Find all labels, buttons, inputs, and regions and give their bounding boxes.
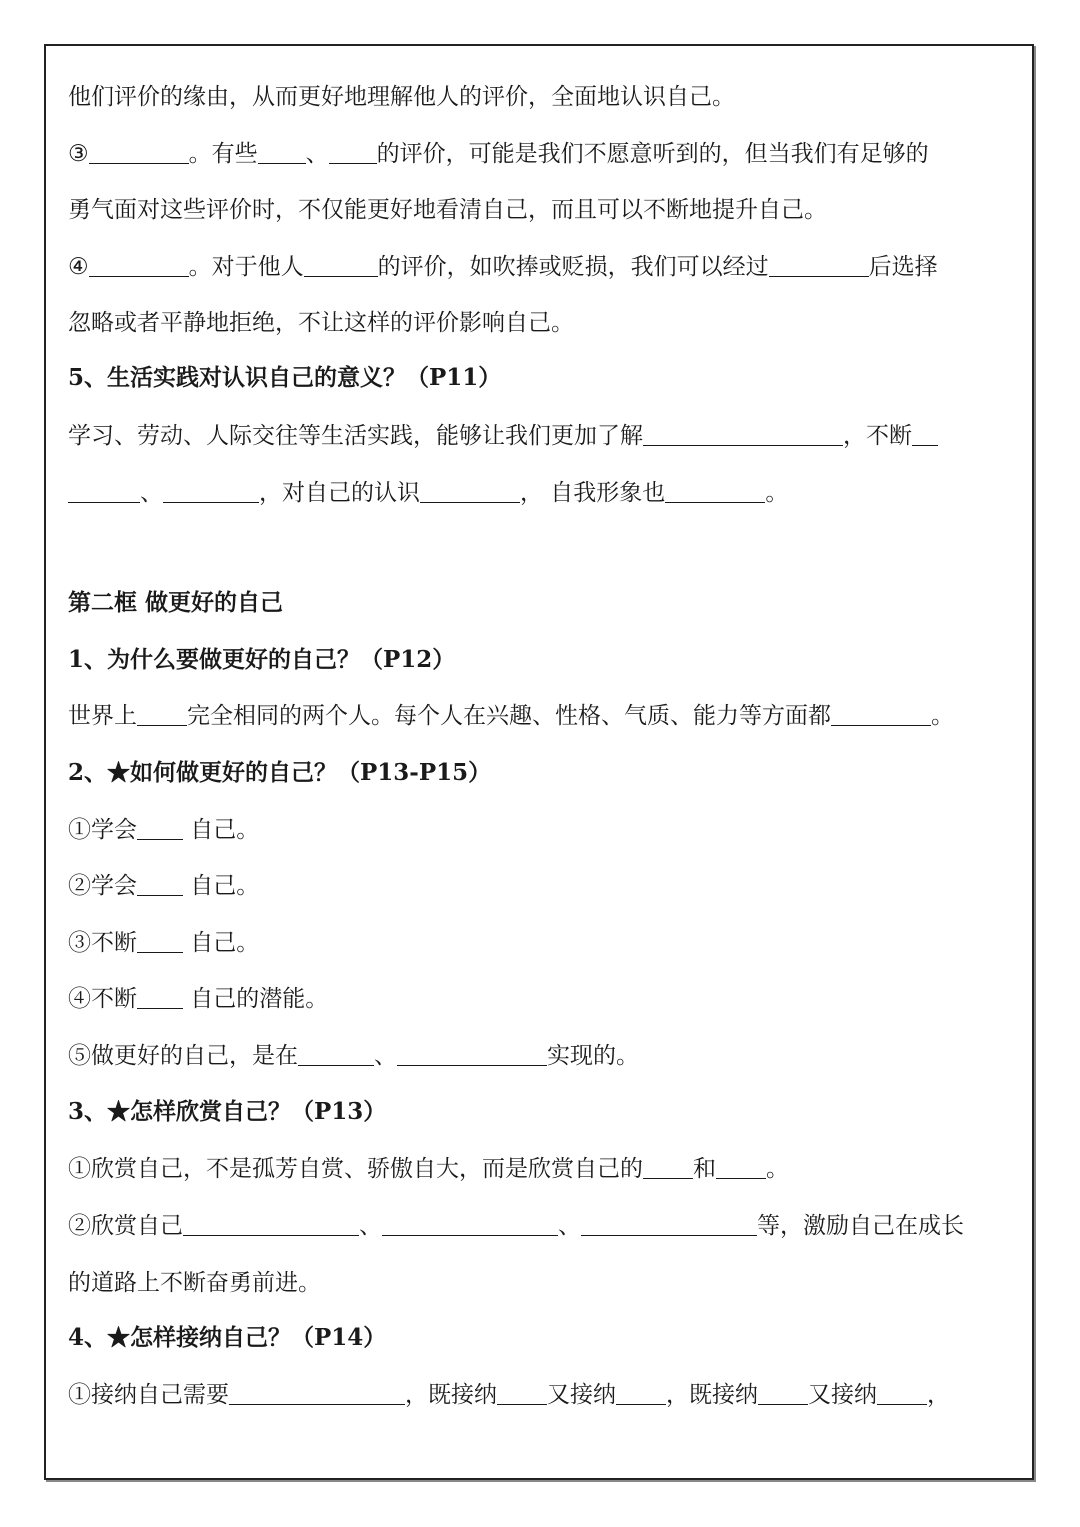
blank[interactable] <box>497 1382 547 1405</box>
fill-line: ③不断 自己。 <box>68 930 260 956</box>
text-line: 的道路上不断奋勇前进。 <box>68 1270 321 1296</box>
question-heading: 4、★怎样接纳自己？（P14） <box>68 1324 387 1351</box>
text-line: 他们评价的缘由，从而更好地理解他人的评价，全面地认识自己。 <box>68 84 735 110</box>
blank[interactable] <box>137 873 183 896</box>
blank[interactable] <box>329 141 377 164</box>
fill-line: 、 ，对自己的认识 ， 自我形象也 。 <box>68 478 788 508</box>
blank[interactable] <box>616 1382 666 1405</box>
question-heading: 5、生活实践对认识自己的意义？（P11） <box>68 364 502 391</box>
blank[interactable] <box>137 703 187 726</box>
blank[interactable] <box>382 1213 558 1236</box>
blank[interactable] <box>68 480 140 503</box>
fill-line: ④不断 自己的潜能。 <box>68 986 329 1012</box>
fill-line: ①接纳自己需要 ，既接纳 又接纳 ，既接纳 又接纳 ， <box>68 1382 950 1408</box>
blank[interactable] <box>163 480 259 503</box>
fill-line: ⑤做更好的自己，是在 、 实现的。 <box>68 1043 639 1069</box>
blank[interactable] <box>420 480 520 503</box>
question-heading: 1、为什么要做更好的自己？（P12） <box>68 646 456 673</box>
fill-line: ①学会 自己。 <box>68 817 260 843</box>
question-heading: 2、★如何做更好的自己？（P13-P15） <box>68 759 492 786</box>
fill-line: 世界上 完全相同的两个人。每个人在兴趣、性格、气质、能力等方面都 。 <box>68 703 954 729</box>
fill-line: ①欣赏自己，不是孤芳自赏、骄傲自大，而是欣赏自己的 和 。 <box>68 1156 789 1182</box>
blank[interactable] <box>89 141 189 164</box>
blank[interactable] <box>912 423 938 446</box>
blank[interactable] <box>298 1043 374 1066</box>
section-heading: 第二框 做更好的自己 <box>68 589 284 616</box>
blank[interactable] <box>877 1382 927 1405</box>
blank[interactable] <box>229 1382 405 1405</box>
text-line: 忽略或者平静地拒绝，不让这样的评价影响自己。 <box>68 310 574 336</box>
blank[interactable] <box>258 141 306 164</box>
blank[interactable] <box>183 1213 359 1236</box>
fill-line: ④ 。对于他人 的评价，如吹捧或贬损，我们可以经过 后选择 <box>68 254 938 280</box>
blank[interactable] <box>831 703 931 726</box>
blank[interactable] <box>89 254 189 277</box>
blank[interactable] <box>758 1382 808 1405</box>
fill-line: ②欣赏自己 、 、 等，激励自己在成长 <box>68 1213 964 1239</box>
blank[interactable] <box>581 1213 757 1236</box>
fill-line: ②学会 自己。 <box>68 873 260 899</box>
blank[interactable] <box>643 423 843 446</box>
blank[interactable] <box>769 254 869 277</box>
blank[interactable] <box>397 1043 547 1066</box>
text-line: 勇气面对这些评价时，不仅能更好地看清自己，而且可以不断地提升自己。 <box>68 197 827 223</box>
blank[interactable] <box>137 817 183 840</box>
blank[interactable] <box>137 986 183 1009</box>
blank[interactable] <box>304 254 378 277</box>
fill-line: 学习、劳动、人际交往等生活实践，能够让我们更加了解 ，不断 <box>68 421 938 451</box>
fill-line: ③ 。有些 、 的评价，可能是我们不愿意听到的，但当我们有足够的 <box>68 141 929 167</box>
blank[interactable] <box>643 1156 693 1179</box>
blank[interactable] <box>137 930 183 953</box>
blank[interactable] <box>665 480 765 503</box>
question-heading: 3、★怎样欣赏自己？（P13） <box>68 1098 387 1125</box>
blank[interactable] <box>716 1156 766 1179</box>
